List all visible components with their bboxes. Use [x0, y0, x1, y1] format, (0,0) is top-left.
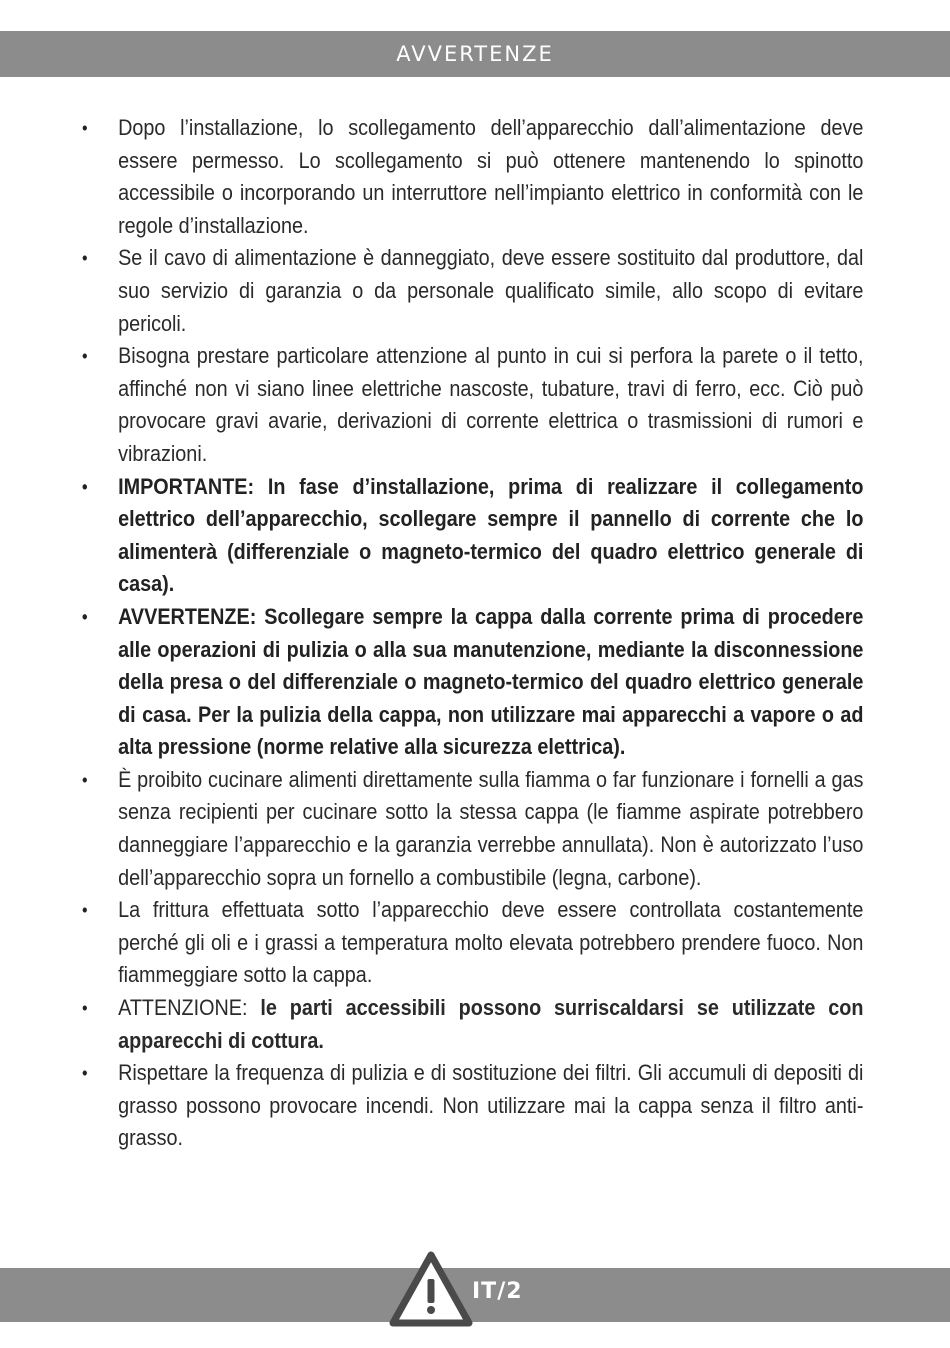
bullet-icon: • — [82, 900, 88, 921]
bullet-icon: • — [82, 248, 88, 269]
item-text — [118, 471, 863, 601]
bullet-icon: • — [82, 346, 88, 367]
list-item — [82, 601, 863, 764]
header-bar — [0, 31, 950, 77]
item-text — [118, 340, 863, 470]
item-body: le parti accessibili possono surriscaldarsi se utilizzate con apparecchi di cottura. — [118, 995, 864, 1053]
list-item — [82, 894, 863, 992]
list-item — [82, 1057, 863, 1155]
bullet-icon: • — [82, 118, 88, 138]
list-item — [82, 471, 863, 601]
bullet-icon: • — [82, 606, 88, 627]
item-body: È proibito cucinare alimenti direttamente sulla fiamma o far funzionare i fornelli a gas senza recipienti per cucinare sotto la stessa cappa (le fiamme aspirate potrebbero danneggiare l’apparecchio e la garanzia verrebbe annullata). Non è autorizzato l’uso dell’apparecchio sopra un fornello a combustibile (legna, carbone). — [118, 766, 864, 890]
item-text — [118, 112, 863, 242]
list-item — [82, 112, 863, 242]
item-body: IMPORTANTE: In fase d’installazione, prima di realizzare il collegamento elettrico dell’apparecchio, scollegare sempre il pannello di corrente che lo alimenterà (differenziale o magneto-termico del quadro elettrico generale di casa). — [118, 473, 864, 597]
list-item — [82, 242, 863, 340]
item-body: La frittura effettuata sotto l’apparecchio deve essere controllata costantemente perché gli oli e i grassi a temperatura molto elevata potrebbero prendere fuoco. Non fiammeggiare sotto la cappa. — [118, 897, 864, 988]
page-number: IT/2 — [472, 1279, 523, 1304]
item-text — [118, 601, 863, 764]
item-text — [118, 242, 863, 340]
item-body: AVVERTENZE: Scollegare sempre la cappa dalla corrente prima di procedere alle operazioni di pulizia o alla sua manutenzione, mediante la disconnessione della presa o del differenziale o magneto-termico del quadro elettrico generale di casa. Per la pulizia della cappa, non utilizzare mai apparecchi a vapore o ad alta pressione (norme relative alla sicurezza elettrica). — [118, 603, 864, 760]
item-body: Se il cavo di alimentazione è danneggiato, deve essere sostituito dal produttore, dal suo servizio di garanzia o da personale qualificato simile, allo scopo di evitare pericoli. — [118, 245, 864, 336]
item-body: Bisogna prestare particolare attenzione al punto in cui si perfora la parete o il tetto, affinché non vi siano linee elettriche nascoste, tubature, travi di ferro, ecc. Ciò può provocare gravi avarie, derivazioni di corrente elettrica o trasmissioni di rumori e vibrazioni. — [118, 343, 864, 466]
item-text — [118, 894, 863, 992]
bullet-icon: • — [82, 476, 88, 497]
warnings-list — [82, 112, 868, 1155]
bullet-icon: • — [82, 998, 88, 1019]
item-text — [118, 992, 863, 1057]
warning-triangle-icon — [389, 1251, 473, 1327]
item-body: Rispettare la frequenza di pulizia e di sostituzione dei filtri. Gli accumuli di depositi di grasso possono provocare incendi. Non utilizzare mai la cappa senza il filtro anti-grasso. — [118, 1060, 864, 1151]
item-lead: ATTENZIONE: — [118, 995, 248, 1021]
item-text — [118, 1057, 863, 1155]
bullet-icon: • — [82, 769, 88, 790]
list-item — [82, 340, 863, 470]
bullet-icon: • — [82, 1063, 88, 1084]
page-title: AVVERTENZE — [396, 42, 554, 66]
item-body: Dopo l’installazione, lo scollegamento dell’apparecchio dall’alimentazione deve essere permesso. Lo scollegamento si può ottenere mantenendo lo spinotto accessibile o incorporando un interruttore nell’impianto elettrico in conformità con le regole d’installazione. — [118, 115, 864, 238]
item-text — [118, 764, 863, 894]
list-item — [82, 992, 863, 1057]
list-item — [82, 764, 863, 894]
